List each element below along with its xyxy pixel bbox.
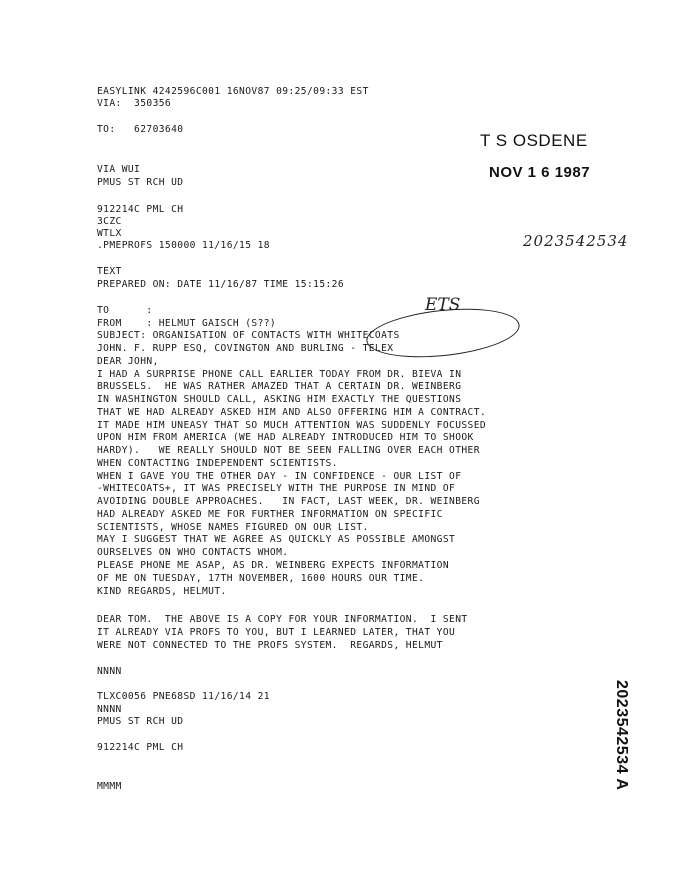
prepared-on: PREPARED ON: DATE 11/16/87 TIME 15:15:26 [97,279,345,290]
footer-line-4: PMUS ST RCH UD [97,716,184,727]
body-line: UPON HIM FROM AMERICA (WE HAD ALREADY INTRODUCED HIM TO SHOOK [97,432,474,443]
header-line-1: EASYLINK 4242596C001 16NOV87 09:25/09:33 EST [97,86,369,97]
body-line: AVOIDING DOUBLE APPROACHES. IN FACT, LAST WEEK, DR. WEINBERG [97,496,480,507]
body-line: WHEN I GAVE YOU THE OTHER DAY - IN CONFIDENCE - OUR LIST OF [97,471,462,482]
body-line: IN WASHINGTON SHOULD CALL, ASKING HIM EXACTLY THE QUESTIONS [97,394,462,405]
routing-line-3: 912214C PML CH [97,204,184,215]
cc-line: JOHN. F. RUPP ESQ, COVINGTON AND BURLING - TELEX [97,343,394,354]
routing-line-1: VIA WUI [97,164,141,175]
from-line: FROM : HELMUT GAISCH (S??) [97,318,277,329]
body-line: BRUSSELS. HE WAS RATHER AMAZED THAT A CERTAIN DR. WEINBERG [97,381,462,392]
received-stamp-name: T S OSDENE [480,131,588,150]
body-line: I HAD A SURPRISE PHONE CALL EARLIER TODAY FROM DR. BIEVA IN [97,369,462,380]
body-line: SCIENTISTS, WHOSE NAMES FIGURED ON OUR LIST. [97,522,369,533]
handwritten-reference: 2023542534 [523,232,629,250]
footer-line-2: TLXC0056 PNE68SD 11/16/14 21 [97,691,270,702]
body-line: OURSELVES ON WHO CONTACTS WHOM. [97,547,289,558]
body-line: THAT WE HAD ALREADY ASKED HIM AND ALSO OFFERING HIM A CONTRACT. [97,407,487,418]
received-stamp-date: NOV 1 6 1987 [489,164,591,181]
bates-number: 2023542534 A [613,680,630,791]
to-line: TO : [97,305,153,316]
body-line: DEAR JOHN, [97,356,159,367]
footer-line-1: NNNN [97,666,122,677]
header-line-2: VIA: 350356 [97,98,172,109]
body-line: HARDY). WE REALLY SHOULD NOT BE SEEN FALLING OVER EACH OTHER [97,445,480,456]
postscript-line: IT ALREADY VIA PROFS TO YOU, BUT I LEARNED LATER, THAT YOU [97,627,456,638]
routing-line-2: PMUS ST RCH UD [97,177,184,188]
body-line: WHEN CONTACTING INDEPENDENT SCIENTISTS. [97,458,338,469]
routing-line-6: .PMEPROFS 150000 11/16/15 18 [97,240,270,251]
handwritten-initials: ETS [425,295,461,315]
body-line: PLEASE PHONE ME ASAP, AS DR. WEINBERG EXPECTS INFORMATION [97,560,450,571]
postscript-line: DEAR TOM. THE ABOVE IS A COPY FOR YOUR INFORMATION. I SENT [97,614,468,625]
postscript-line: WERE NOT CONNECTED TO THE PROFS SYSTEM. REGARDS, HELMUT [97,640,443,651]
routing-line-4: 3CZC [97,216,122,227]
footer-line-5: 912214C PML CH [97,742,184,753]
message-type: TEXT [97,266,122,277]
body-line: KIND REGARDS, HELMUT. [97,586,227,597]
body-line: HAD ALREADY ASKED ME FOR FURTHER INFORMATION ON SPECIFIC [97,509,443,520]
footer-line-6: MMMM [97,781,122,792]
header-to: TO: 62703640 [97,124,184,135]
body-line: -WHITECOATS+, IT WAS PRECISELY WITH THE PURPOSE IN MIND OF [97,483,456,494]
footer-line-3: NNNN [97,704,122,715]
body-line: OF ME ON TUESDAY, 17TH NOVEMBER, 1600 HOURS OUR TIME. [97,573,425,584]
routing-line-5: WTLX [97,228,122,239]
body-line: MAY I SUGGEST THAT WE AGREE AS QUICKLY AS POSSIBLE AMONGST [97,534,456,545]
body-line: IT MADE HIM UNEASY THAT SO MUCH ATTENTION WAS SUDDENLY FOCUSSED [97,420,487,431]
subject-line: SUBJECT: ORGANISATION OF CONTACTS WITH WHITECOATS [97,330,400,341]
